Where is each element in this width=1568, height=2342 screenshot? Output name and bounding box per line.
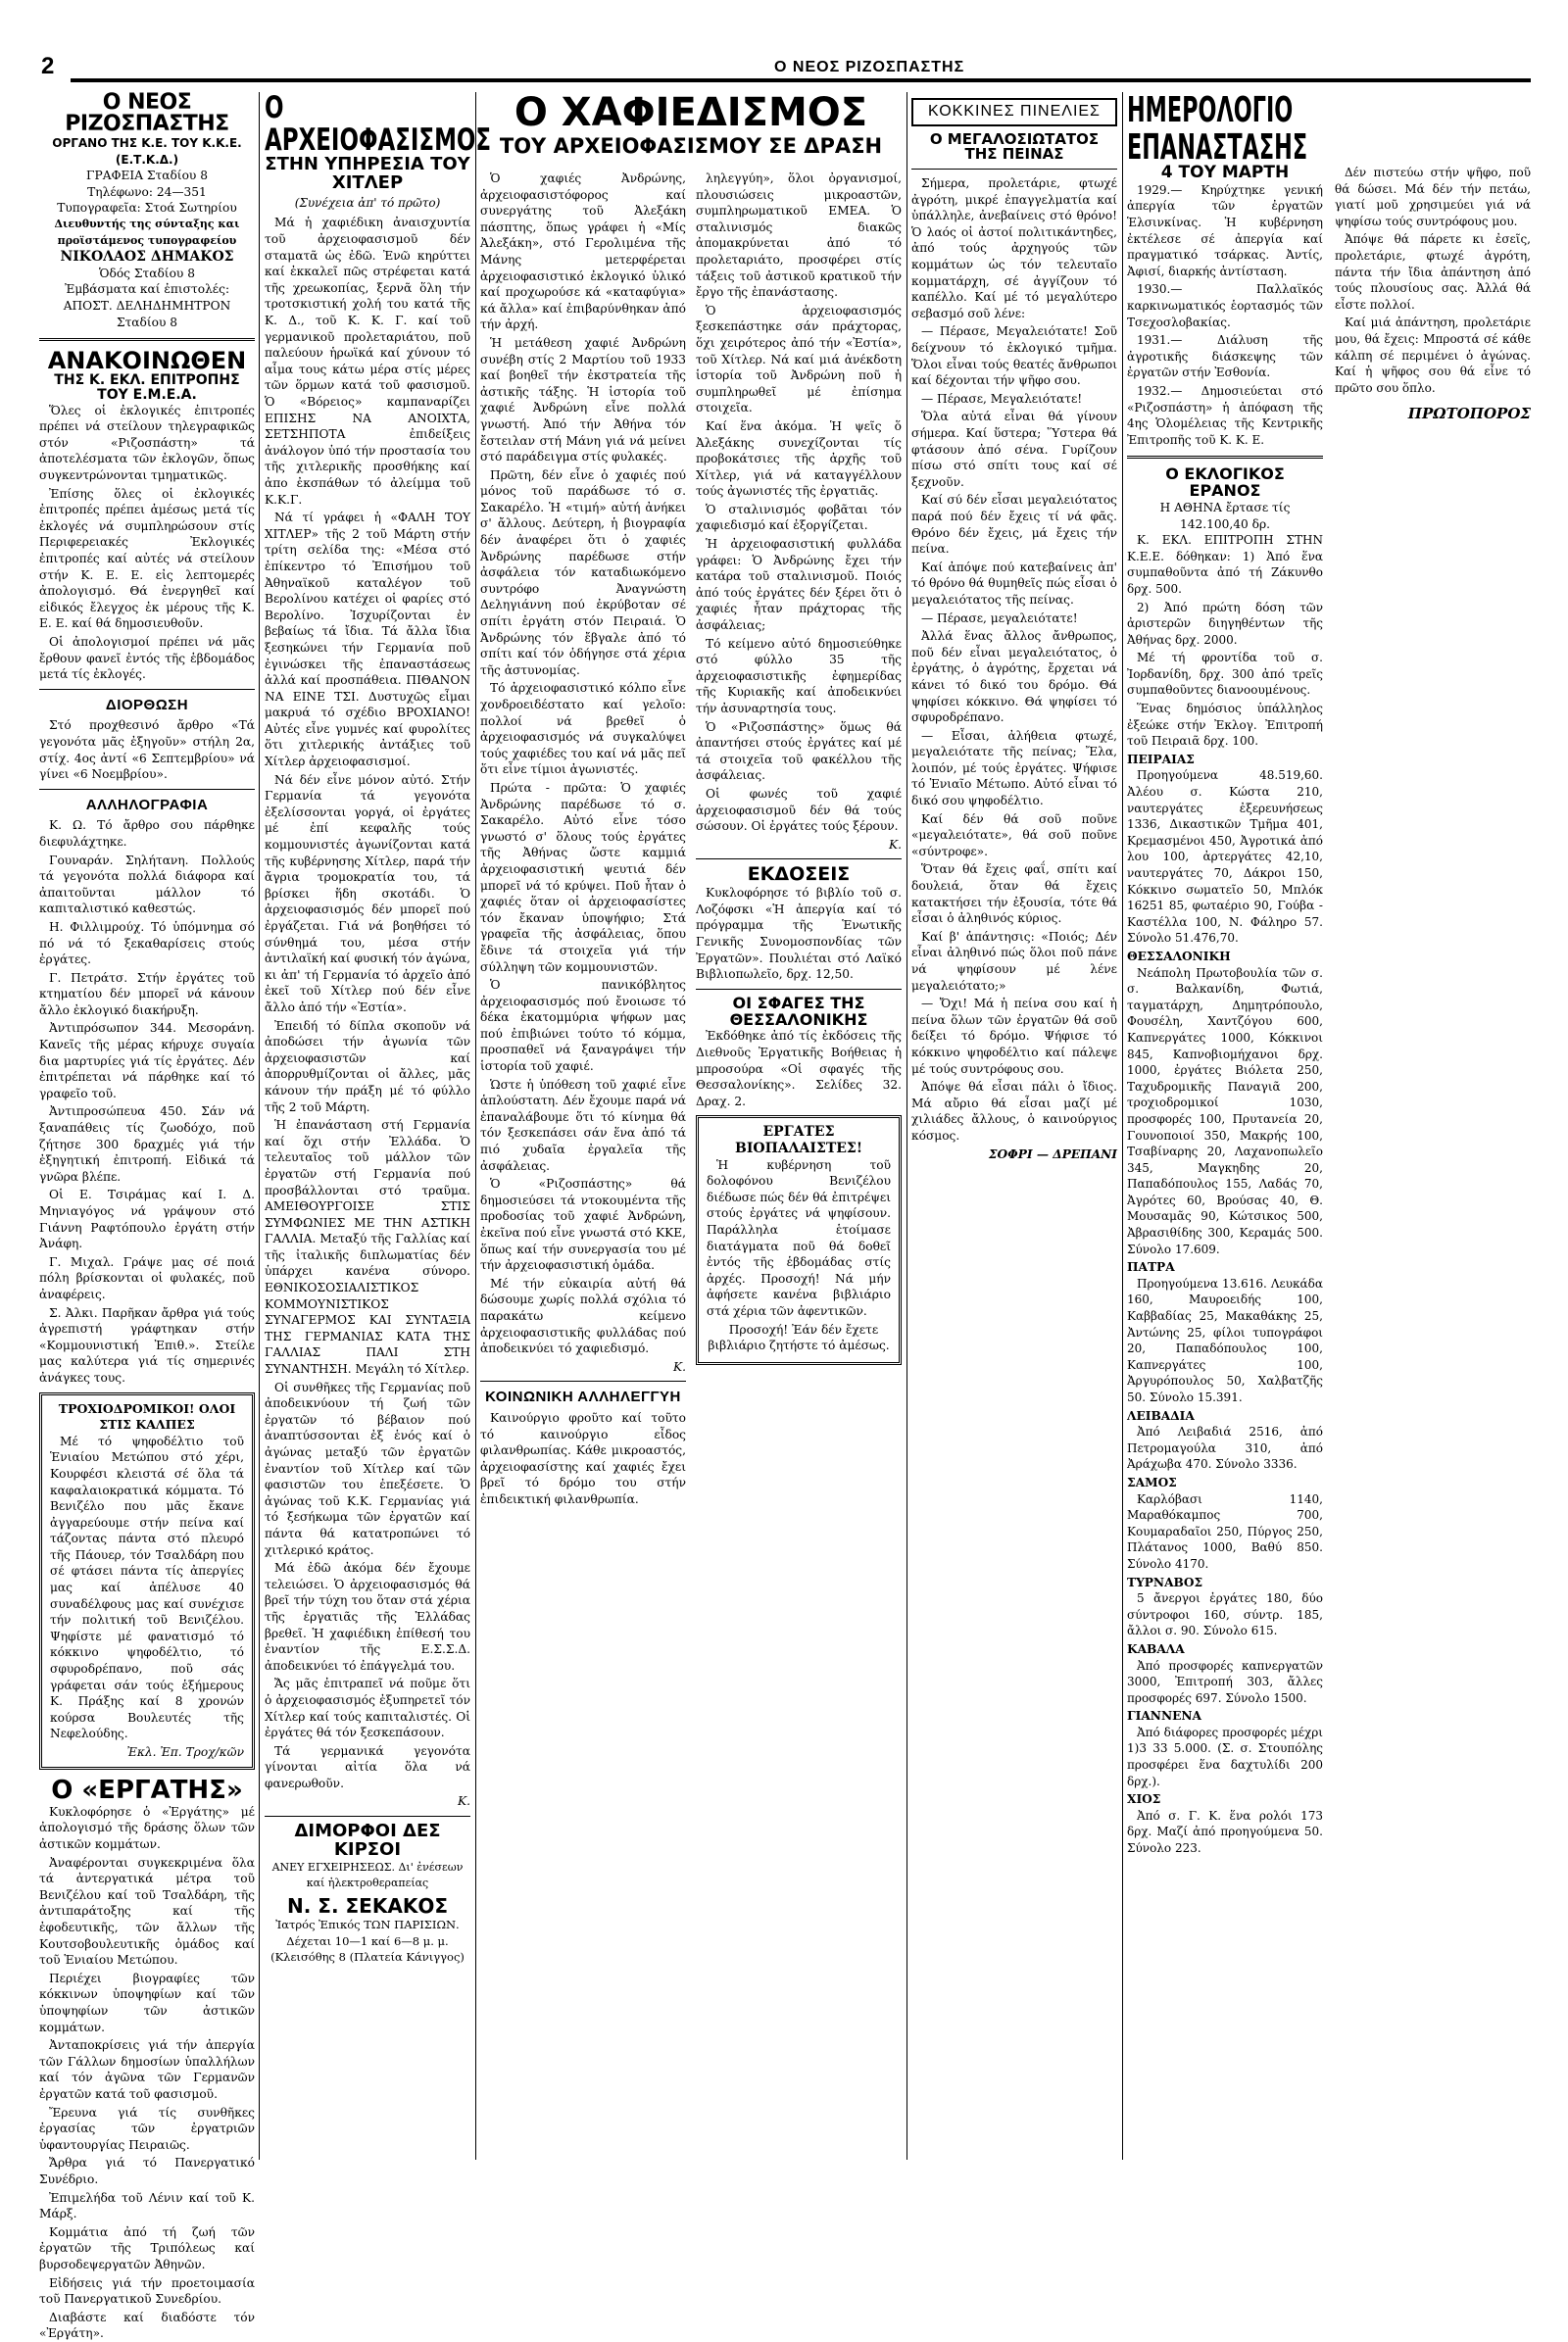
ad-title: ΔΙΜΟΡΦΟΙ ΔΕΣ ΚΙΡΣΟΙ bbox=[294, 1821, 441, 1860]
column-paragraph: — Ὄχι! Μά ἡ πείνα σου καί ἡ πείνα ὅλων τῶν ἐργατῶν θά σοῦ δείξει τό δρόμο. Ψήφισε τό κόκκινο ψηφοδέλτιο καί πάλεψε μέ τούς συντρόφους σου. bbox=[911, 997, 1117, 1076]
article-signature: Κ. bbox=[889, 837, 902, 852]
solidarity-title: ΚΟΙΝΩΝΙΚΗ ΑΛΛΗΛΕΓΓΥΗ bbox=[485, 1389, 681, 1406]
column-paragraph: Καί μιά ἀπάντηση, προλετάριε μου, θά ἔχεις: Μπροστά σέ κάθε κάλπη σέ περιμένει ὁ ἀγώνας. Καί ἡ ψῆφος σου θά εἶνε τό πρῶτο σου ὅπλο. bbox=[1335, 316, 1531, 395]
column-divider bbox=[259, 92, 260, 2160]
fund-paragraph: Κ. ΕΚΛ. ΕΠΙΤΡΟΠΗ ΣΤΗΝ Κ.Ε.Ε. δόθηκαν: 1) Ἀπό ἕνα συμπαθοῦντα ἀπό τή Ζάκυνθο δρχ. 500. bbox=[1127, 533, 1323, 596]
divider bbox=[39, 338, 255, 341]
letter-item: Η. Φιλλιμρούχ. Τό ὑπόμνημα σό πό νά τό ξεκαθαρίσεις στούς ἐργάτες. bbox=[39, 919, 255, 967]
tram-workers-box bbox=[39, 1392, 255, 1770]
article-paragraph: Ἄς μᾶς ἐπιτραπεῖ νά ποῦμε ὅτι ὁ ἀρχειοφασισμός ἐξυπηρετεῖ τόν Χίτλερ καί τούς καπιταλιστές. Οἱ ἐργάτες θά τόν ξεσκεπάσουν. bbox=[265, 1677, 470, 1740]
column-5-left bbox=[1127, 165, 1323, 1859]
article-signature: Κ. bbox=[673, 1359, 686, 1374]
ergatis-paragraph: Κυκλοφόρησε ὁ «Ἐργάτης» μέ ἀπολογισμό τῆς δράσης ὅλων τῶν ἀστικῶν κομμάτων. bbox=[39, 1804, 255, 1852]
ad-subtitle: ΑΝΕΥ ΕΓΧΕΙΡΗΣΕΩΣ. Δι' ἐνέσεων καί ἠλεκτροθεραπείας bbox=[271, 1860, 464, 1890]
offices: ΓΡΑΦΕΙΑ Σταδίου 8 bbox=[86, 169, 208, 183]
column-divider bbox=[1122, 92, 1123, 2160]
notice-body: Ἡ κυβέρνηση τοῦ δολοφόνου Βενιζέλου διέδωσε πώς δέν θά ἐπιτρέψει στούς ἐργάτες νά ψηφίσουν. Παράλληλα ἑτοίμασε διατάγματα ποῦ θά δοθεῖ ἐντός τῆς ἑβδομάδας στίς ἀρχές. Προσοχή! Νά μήν ἀφήσετε κανένα βιβλιάριο στά χέρια τῶν ἀφεντικῶν. bbox=[707, 1157, 891, 1318]
newspaper-page bbox=[20, 20, 1548, 2341]
column-paragraph: Ὅταν θά ἔχεις φαΐ, σπίτι καί δουλειά, ὅταν θά ἔχεις κατακτήσει τήν ἐξουσία, τότε θά εἶσαι ὁ ἀληθινός κύριος. bbox=[911, 862, 1117, 926]
city-donations: Καρλόβασι 1140, Μαραθόκαμπος 700, Κουμαραδαῖοι 250, Πύργος 250, Πλάτανος 1000, Βαθύ 850. Σύνολο 4170. bbox=[1127, 1491, 1323, 1571]
column-paragraph: — Πέρασε, Μεγαλειότατε! bbox=[921, 391, 1083, 406]
column-signature: ΠΡΩΤΟΠΟΡΟΣ bbox=[1407, 405, 1531, 423]
masthead-bar bbox=[41, 53, 1531, 79]
ergatis-paragraph: Ἄρθρα γιά τό Πανεργατικό Συνέδριο. bbox=[39, 2156, 255, 2186]
column-signature: ΣΟΦΡΙ — ΔΡΕΠΑΝΙ bbox=[988, 1147, 1117, 1161]
divider bbox=[480, 1381, 686, 1382]
calendar-entry: 1932.— Δημοσιεύεται στό «Ριζοσπάστη» ἡ ἀπόφαση τῆς 4ης Ὁλομέλειας τῆς Κεντρικῆς Ἐπιτροπῆς τοῦ Κ. Κ. Ε. bbox=[1127, 383, 1323, 447]
letter-item: Γ. Πετράτσ. Στήν ἐργάτες τοῦ κτηματίου δέν μπορεῖ νά κάνουν ἄλλο ἐκλογικό διακήρυξη. bbox=[39, 970, 255, 1017]
ergatis-paragraph: Ἐπιμελήδα τοῦ Λένιν καί τοῦ Κ. Μάρξ. bbox=[39, 2190, 255, 2221]
calendar-entry: 1931.— Διάλυση τῆς ἀγροτικῆς διάσκεψης τῶν ἐργατῶν στήν Ἐσθονία. bbox=[1127, 333, 1323, 380]
column-5-right bbox=[1335, 165, 1531, 422]
article-paragraph: ληλεγγύη», ὅλοι ὀργανισμοί, πλουσιώσεις μικροαστῶν, συμπληρωματικοῦ ΕΜΕΑ. Ὁ σταλινισμός διακῶς ἀπομακρύνεται ἀπό τό προλεταριάτο, προσφέρει στίς τάξεις τοῦ ἀστικοῦ κρατικοῦ τήν ἔργο τῆς ἐπανάστασης. bbox=[696, 171, 902, 300]
red-brushes-box-title: ΚΟΚΚΙΝΕΣ ΠΙΝΕΛΙΕΣ bbox=[911, 98, 1117, 126]
correction-title: ΔΙΟΡΘΩΣΗ bbox=[105, 696, 189, 713]
article-paragraph: Καί ἕνα ἀκόμα. Ἡ ψεῖς ὅ Ἀλεξάκης συνεχίζονται τίς προβοκάτσιες τῆς ἀρχῆς τοῦ Χίτλερ, γιά νά καταγγέλλουν τούς ἀγωνιστές τῆς ἐργατιᾶς. bbox=[696, 418, 902, 499]
article-title: Ο ΑΡΧΕΙΟΦΑΣΙΣΜΟΣ bbox=[265, 90, 492, 158]
print-shop: Τυπογραφεῖα: Στοά Σωτηρίου bbox=[57, 201, 237, 216]
city-heading: ΠΑΤΡΑ bbox=[1127, 1260, 1175, 1275]
letter-item: Ἀντιπροσώπευα 450. Σάν νά ξαναπάθεις τίς ζωοδόχο, ποῦ ζήτησε 300 δραχμές γιά τήν ἐξηγητική ἐπιτροπή. Εἰδικά τά γνῶρα βλέπε. bbox=[39, 1104, 255, 1184]
column-paragraph: Ἀλλά ἕνας ἄλλος ἄνθρωπος, ποῦ δέν εἶναι μεγαλειότατος, ὁ ἐργάτης, ὁ ἀγρότης, ἔρχεται νά κάνει τό δικό του δρόμο. Θά ψηφίσει κόκκινο. Θά ψηφίσει τό σφυροδρέπανο. bbox=[911, 629, 1117, 725]
main-headline: Ο ΧΑΦΙΕΔΙΣΜΟΣ bbox=[514, 90, 868, 135]
article-paragraph: Ὁ πανικόβλητος ἀρχειοφασισμός πού ἔνοιωσε τό δέκα ἑκατομμύρια ψήφων μας πού ἐπιβιώνει τούτο τό κόμμα, προσπαθεῖ νά ξαναγράψει τήν ἱστορία τοῦ χαφιέ. bbox=[480, 978, 686, 1074]
ergatis-paragraph: Ἔρευνα γιά τίς συνθῆκες ἐργασίας τῶν ἐργατριῶν ὑφαντουργίας Πειραιῶς. bbox=[39, 2105, 255, 2152]
city-heading: ΚΑΒΑΛΑ bbox=[1127, 1641, 1185, 1656]
letter-item: Ἀντιπρόσωπον 344. Μεσοράνη. Κανεῖς τῆς μέρας κήρυχε συγαία δια μαρτυρίες γιά τίς ἐργάτες. Δέν ἐπιτρέπεται νά πάρθηκε καί τό γραφεῖο τοῦ. bbox=[39, 1021, 255, 1100]
article-signature: Κ. bbox=[458, 1794, 470, 1809]
notice-closing: Προσοχή! Ἐάν δέν ἔχετε βιβλιάριο ζητήστε τό ἀμέσως. bbox=[708, 1322, 890, 1353]
city-heading: ΘΕΣΣΑΛΟΝΙΚΗ bbox=[1127, 949, 1231, 963]
column-paragraph: Καί σύ δέν εἶσαι μεγαλειότατος παρά πού δέν ἔχεις τί νά φᾶς. Θρόνο δέν ἔχεις, μά ἔχεις τήν πείνα. bbox=[911, 493, 1117, 557]
column-paragraph: Ἀπόψε θά εἶσαι πάλι ὁ ἴδιος. Μά αὔριο θά εἶσαι μαζί μέ χιλιάδες ἄλλους, ὁ καινούργιος κόσμος. bbox=[911, 1080, 1117, 1143]
article-paragraph: Οἱ φωνές τοῦ χαφιέ ἀρχειοφασισμοῦ δέν θά τούς σώσουν. Οἱ ἐργάτες τούς ξέρουν. bbox=[696, 786, 902, 834]
ergatis-paragraph: Περιέχει βιογραφίες τῶν κόκκινων ὑποψηφίων καί τῶν ὑποψηφίων τῶν ἀστικῶν κομμάτων. bbox=[39, 1971, 255, 2034]
ad-doctor-details: Ἰατρός Ἐπικός ΤΩΝ ΠΑΡΙΣΙΩΝ. Δέχεται 10—1 καί 6—8 μ. μ. (Κλεισόθης 8 (Πλατεία Κάνιγγος) bbox=[270, 1918, 465, 1965]
letter-item: Γ. Μιχαλ. Γράψε μας σέ ποιά πόλη βρίσκονται οἱ φυλακές, ποῦ ἀναφέρεις. bbox=[39, 1254, 255, 1301]
column-paragraph: Καί β' ἀπάντησις: «Ποιός; Δέν εἶναι ἀληθινό πώς ὅλοι ποῦ πάνε νά ψηφίσουν μέ λένε μεγαλειότατο;» bbox=[911, 929, 1117, 993]
column-paragraph: Δέν πιστεύω στήν ψῆφο, ποῦ θά δώσει. Μά δέν τήν πετάω, γιατί μοῦ χρησιμεύει γιά νά ψηφίσω τούς συντρόφους μου. bbox=[1335, 166, 1531, 228]
article-paragraph: Ὁ «Ριζοσπάστης» θά δημοσιεύσει τά ντοκουμέντα τῆς προδοσίας τοῦ χαφιέ Ἀνδρώνη, ἐκεῖνα πού εἶνε γνωστά στό ΚΚΕ, ὅπως καί τήν συνεργασία του μέ τήν ἀρχειοφασιστική ὁμάδα. bbox=[480, 1177, 686, 1273]
column-paragraph: Ἀπόψε θά πάρετε κι ἐσεῖς, προλετάριε, φτωχέ ἀγρότη, πάντα τήν ἴδια ἀπάντηση ἀπό τούς πλουσίους σας. Ἀλλά θά εἶστε πολλοί. bbox=[1335, 232, 1531, 312]
calendar-entry: 1930.— Παλλαϊκός καρκινωματικός ἑορτασμός τῶν Τσεχοσλοβακίας. bbox=[1127, 282, 1323, 329]
ergatis-paragraph: Κομμάτια ἀπό τή ζωή τῶν ἐργατῶν τῆς Τριπόλεως καί βυρσοδεψεργατῶν Ἀθηνῶν. bbox=[39, 2224, 255, 2271]
column-paragraph: Καί δέν θά σοῦ ποῦνε «μεγαλειότατε», θά σοῦ ποῦνε «σύντροφε». bbox=[911, 811, 1117, 858]
publications-body: Κυκλοφόρησε τό βιβλίο τοῦ σ. Λοζόφσκι «Ἡ ἀπεργία καί τό πρόγραμμα τῆς Ἑνωτικῆς Γενικῆς Συνομοσπονδίας τῶν Ἐργατῶν». Πουλιέται στό Λαϊκό Βιβλιοπωλεῖο, δρχ. 12,50. bbox=[696, 886, 902, 982]
paper-title: Ο ΝΕΟΣ ΡΙΖΟΣΠΑΣΤΗΣ bbox=[65, 90, 229, 136]
announcement-title: ΑΝΑΚΟΙΝΩΘΕΝ bbox=[47, 347, 247, 375]
column-paragraph: Καί ἀπόψε πού κατεβαίνεις ἀπ' τό θρόνο θά θυμηθεῖς πώς εἶσαι ὁ μεγαλειότατος τῆς πείνας. bbox=[911, 560, 1117, 607]
tram-box-signature: Ἐκλ. Ἐπ. Τροχ/κῶν bbox=[126, 1745, 244, 1759]
ergatis-paragraph: Ἀνταποκρίσεις γιά τήν ἀπεργία τῶν Γάλλων δημοσίων ὑπαλλήλων καί τόν ἀγῶνα τῶν Γερμανῶν ἐργατῶν κατά τοῦ φασισμοῦ. bbox=[39, 2038, 255, 2101]
ergatis-paragraph: Εἰδήσεις γιά τήν προετοιμασία τοῦ Πανεργατικοῦ Συνεδρίου. bbox=[39, 2275, 255, 2307]
announcement-paragraph: Ὅλες οἱ ἐκλογικές ἐπιτροπές πρέπει νά στείλουν τηλεγραφικῶς στόν «Ριζοσπάστη» τά ἀποτελέσματα τῶν ἐκλογῶν, ὅπως συγκεντρώνονται τμηματικῶς. bbox=[39, 403, 255, 483]
divider bbox=[39, 689, 255, 690]
letter-item: Οἱ Ε. Τσιράμας καί Ι. Δ. Μηνιαγόγος νά γράψουν στό Γιάννη Ραφτόπουλο ἐργάτη στήν Ἀνάφη. bbox=[39, 1188, 255, 1251]
calendar-body bbox=[1127, 165, 1531, 2160]
fund-paragraph: 2) Ἀπό πρώτη δόση τῶν ἀριστερῶν διηγηθέντων τῆς Ἀθήνας δρχ. 2000. bbox=[1127, 600, 1323, 647]
publications-title: ΕΚΔΟΣΕΙΣ bbox=[747, 863, 851, 886]
city-heading: ΓΙΑΝΝΕΝΑ bbox=[1127, 1709, 1201, 1724]
correction-body: Στό προχθεσινό ἄρθρο «Τά γεγονότα μᾶς ἐξηγοῦν» στήλη 2α, στίχ. 4ος ἀντί «6 Σεπτεμβρίου» νά γίνει «6 Νοεμβρίου». bbox=[39, 718, 255, 782]
city-donations: Ἀπό Λειβαδιά 2516, ἀπό Πετρομαγούλα 310, ἀπό Ἀράχωβα 470. Σύνολο 3336. bbox=[1127, 1425, 1323, 1472]
column-1 bbox=[39, 90, 255, 2341]
ergatis-paragraph: Διαβάστε καί διαδόστε τόν «Ἐργάτη». bbox=[39, 2310, 255, 2341]
city-donations: Ἀπό προσφορές καπνεργατῶν 3000, Ἐπιτροπή 303, ἄλλες προσφορές 697. Σύνολο 1500. bbox=[1127, 1658, 1323, 1705]
thessaloniki-title: ΟΙ ΣΦΑΓΕΣ ΤΗΣ ΘΕΣΣΑΛΟΝΙΚΗΣ bbox=[729, 993, 868, 1029]
city-donations: Νεάπολη Πρωτοβουλία τῶν σ. σ. Βαλκανίδη, Φωτιά, ταγματάρχη, Δημητρόπουλο, Φουσέλη, Χαντζόγου 600, Καπνεργάτες 1000, Κόκκινοι 845, Καπνοβιομήχανοι δρχ. 1000, ἐργάτες Βιόλετα 250, Ταχυδρομικῆς Παναγιᾶ 200, τροχιοδρομικοί 1030, προσφορές 100, Πρυτανεία 20, Γουνοποιοί 350, Μακρής 100, Τσαβίναρης 20, Λαχανοπωλεῖο 345, Μαγκηδης 20, Παπαδόπουλος 155, Λαδάς 70, Ἀγρότες 60, Βρούσας 40, Θ. Μουσαμᾶς 90, Κώτσικος 500, Ἀβρασιθίδης 300, Κεραμάς 500. Σύνολο 17.609. bbox=[1127, 965, 1323, 1256]
main-subheadline: ΤΟΥ ΑΡΧΕΙΟΦΑΣΙΣΜΟΥ ΣΕ ΔΡΑΣΗ bbox=[499, 134, 883, 158]
fund-paragraph: Ἕνας δημόσιος ὑπάλληλος ἐξεώκε στήν Ἐκλογ. Ἐπιτροπή τοῦ Πειραιᾶ δρχ. 100. bbox=[1127, 702, 1323, 749]
fund-subtitle: Η ΑΘΗΝΑ ἔρτασε τίς 142.100,40 δρ. bbox=[1159, 500, 1291, 531]
workers-notice-box bbox=[696, 1115, 902, 1364]
letter-item: Κ. Ω. Τό ἄρθρο σου πάρθηκε διεφυλάχτηκε. bbox=[39, 818, 255, 849]
column-paragraph: — Πέρασε, μεγαλειότατε! bbox=[921, 610, 1078, 625]
article-paragraph: Μά ἐδῶ ἀκόμα δέν ἔχουμε τελειώσει. Ὁ ἀρχειοφασισμός θά βρεῖ τήν τύχη του ὅταν στά χέρια τῆς ἐργατιᾶς τῆς Ἑλλάδας βρεθεῖ. Ἡ χαφιέδικη ἐπίθεσή του ἐναντίον τῆς Ε.Σ.Σ.Δ. ἀποδεικνύει τό ἐπάγγελμά του. bbox=[265, 1561, 470, 1673]
divider bbox=[265, 1816, 470, 1817]
fund-paragraph: Μέ τή φροντίδα τοῦ σ. Ἰορδανίδη, δρχ. 300 ἀπό τρεῖς συμπαθοῦντες διανοουμένους. bbox=[1127, 651, 1323, 698]
column-paragraph: — Πέρασε, Μεγαλειότατε! Σοῦ δείχνουν τό ἐκλογικό τμῆμα. Ὅλοι εἶναι τούς θεατές ἄνθρωποι καί δέχονται τήν ψῆφο σου. bbox=[911, 324, 1117, 388]
publisher-address: Σταδίου 8 bbox=[116, 315, 178, 329]
tram-box-body: Μέ τό ψηφοδέλτιο τοῦ Ἑνιαίου Μετώπου στό χέρι, Κουρφέσι κλειστά σέ ὅλα τά καφαλαιοκρατικά κόμματα. Τό Βενιζέλο που μᾶς ἔκανε ἀγγαρεύουμε στήν πείνα καί τάζοντας πάντα στό πλευρό τῆς Πάουερ, τόν Τσαλδάρη που σέ φτάσει πάντα τίς ἀπεργίες μας καί ἀπέλυσε 40 συναδέλφους μας καί συνέχισε τήν πολιτική τοῦ Βενιζέλου. Ψηφίστε μέ φανατισμό τό κόκκινο ψηφοδέλτιο, τό σφυροδρέπανο, ποῦ σάς γράφεται σάν τούς ἑξήμερους Κ. Πράξης καί 8 χρονών κούρσα Βουλευτές τῆς Νεφελούδης. bbox=[50, 1434, 244, 1741]
calendar-title: ΗΜΕΡΟΛΟΓΙΟ bbox=[1127, 90, 1294, 130]
thessaloniki-body: Ἐκδόθηκε ἀπό τίς ἐκδόσεις τῆς Διεθνοῦς Ἐργατικῆς Βοήθειας ἡ μπροσούρα «Οἱ σφαγές τῆς Θεσσαλονίκης». Σελίδες 32. Δραχ. 2. bbox=[696, 1029, 902, 1108]
column-4 bbox=[911, 92, 1117, 2160]
publisher-name: ΑΠΟΣΤ. ΔΕΛΗΔΗΜΗΤΡΟΝ bbox=[63, 298, 231, 313]
continuation-note: (Συνέχεια ἀπ' τό πρῶτο) bbox=[294, 195, 441, 210]
main-article-left bbox=[480, 171, 686, 2160]
letter-item: Γουναράν. Σηλήτανη. Πολλούς τά γεγονότα πολλά διάφορα καί ἀπαιτοῦνται μάλλον τό καπιταλιστικό καθεστώς. bbox=[39, 853, 255, 916]
column-paragraph: Σήμερα, προλετάριε, φτωχέ ἀγρότη, μικρέ ἐπαγγελματία καί ὑπάλληλε, ἀνεβαίνεις στό θρόνο! Ὁ λαός οἱ ἀστοί πολιτικάντηδες, ἀπό τούς ἀρχηγούς τῶν κομμάτων ὡς τόν τελευταῖο κομματάρχη, σέ ἀγγίζουν τό καπέλλο. Καί μέ τό μεγαλύτερο σεβασμό σοῦ λένε: bbox=[911, 176, 1117, 320]
article-subtitle: ΣΤΗΝ ΥΠΗΡΕΣΙΑ ΤΟΥ ΧΙΤΛΕΡ bbox=[265, 154, 470, 193]
article-paragraph: Ὁ ἀρχειοφασισμός ξεσκεπάστηκε σάν πράχτορας, ὅχι χειρότερος ἀπό τήν «Ἐστία», τοῦ Χίτλερ. Νά καί μιά ἀνέκδοτη ἱστορία τοῦ Ἀνδρώνη ποῦ ἡ συμπληρωθεῖ μέ ἐπίσημα στοιχεῖα. bbox=[696, 303, 902, 415]
divider bbox=[1127, 456, 1323, 459]
city-heading: ΧΙΟΣ bbox=[1127, 1792, 1161, 1807]
editor-note: Διευθυντής της σύνταξης και προϊστάμενος τυπογραφείου bbox=[54, 217, 240, 247]
city-heading: ΤΥΡΝΑΒΟΣ bbox=[1127, 1575, 1203, 1589]
publisher-note: Ἐμβάσματα καί ἐπιστολές: bbox=[64, 282, 230, 297]
column-divider bbox=[906, 92, 907, 2160]
city-heading: ΛΕΙΒΑΔΙΑ bbox=[1127, 1408, 1195, 1423]
article-paragraph: Ὁ σταλινισμός φοβᾶται τόν χαφιεδισμό καί ἐξοργίζεται. bbox=[696, 502, 902, 533]
article-paragraph: Ὁ χαφιές Ἀνδρώνης, ἀρχειοφασιστόφορος καί συνεργάτης τοῦ Ἀλεξάκη πάσπτης, ὅπως γράφει ἡ «Μίς Ἀλεξάκη», στό Γερολιμένα τῆς Μάνης μετερφέρεται ἀρχειοφασιστικό ἐκλογικό ὑλικό καί προχωρούσε κά «καταφύγια» κά ἄλλα» καί ἐπιβαρύνθηκαν ἀπό τήν ἀρχή. bbox=[480, 171, 686, 332]
letter-item: Σ. Ἀλκι. Παρῆκαν ἄρθρα γιά τούς ἀγρεπιστή γράφτηκαν στήν «Κομμουνιστική Ἐπιθ.». Στείλε μας καλύτερα γιά τίς σημερινές ἀνάγκες τους. bbox=[39, 1305, 255, 1385]
divider bbox=[696, 858, 902, 859]
calendar-entry: 1929.— Κηρύχτηκε γενική ἀπεργία τῶν ἐργατῶν Ἑλσινκίνας. Ἡ κυβέρνηση ἐκτέλεσε σέ ἀπεργία καί πραγματικό τσάρκας. Ἀντίς, Ἀφισί, διαρκής ἀντίσταση. bbox=[1127, 182, 1323, 278]
ad-doctor-name: Ν. Σ. ΣΕΚΑΚΟΣ bbox=[287, 1894, 448, 1919]
article-paragraph: Ἡ μετάθεση χαφιέ Ἀνδρώνη συνέβη στίς 2 Μαρτίου τοῦ 1933 καί βοηθεῖ τήν ἐκστρατεία τῆς ἀστικῆς τάξης. Ἡ ἱστορία τοῦ χαφιέ Ἀνδρώνη εἶνε πολλά γνωστή. Ἀπό τήν Ἀθήνα τόν ἔστειλαν στή Μάνη γιά νά μείνει στό παράδειγμα στίς φυλακές. bbox=[480, 335, 686, 464]
announcement-paragraph: Οἱ ἀπολογισμοί πρέπει νά μᾶς ἔρθουν φανεῖ ἐντός τῆς ἑβδομάδος μετά τίς ἐκλογές. bbox=[39, 635, 255, 682]
phone: Τηλέφωνο: 24—351 bbox=[87, 184, 207, 199]
column-paragraph: Ὅλα αὐτά εἶναι θά γίνουν σήμερα. Καί ὕστερα; Ὕστερα θά φτάσουν ἀπό σένα. Γυρίζουν πίσω στό σπίτι τους καί σέ ξεχνοῦν. bbox=[911, 410, 1117, 489]
calendar-title: ΕΠΑΝΑΣΤΑΣΗΣ bbox=[1127, 126, 1308, 168]
article-paragraph: Ὡστε ἡ ὑπόθεση τοῦ χαφιέ εἶνε ἁπλούστατη. Δέν ἔχουμε παρά νά ἐπαναλάβουμε ὅτι τό κίνημα θά τόν ξεσκεπάσει σάν ἕνα ἀπό τά πιό χυδαῖα ἐργαλεῖα τῆς ἀσφάλειας. bbox=[480, 1077, 686, 1173]
article-paragraph: Νά δέν εἶνε μόνον αὐτό. Στήν Γερμανία τά γεγονότα ἐξελίσσονται γοργά, οἱ ἐργάτες μέ ἐπί κεφαλῆς τούς κομμουνιστές ἀγωνίζονται κατά τῆς κυβέρνησης Χίτλερ, παρά τήν ἄγρια τρομοκρατία του, τά βρίσκει ἥδη σκοτάδι. Ὁ ἀρχειοφασισμός δέν μπορεῖ πού ἐργάζεται. Γιά νά βοηθήσει τό σύνθημά του, μέσα στήν ἀντιλαϊκή καί φυσική τόν ἀγώνα, κι ἀπ' τή Γερμανία τό ἀρχεῖο ἀπό ἐκεῖ τοῦ Χίτλερ πού δέν εἶνε ἄλλο ἀπό τήν «Ἐστία». bbox=[265, 772, 470, 1014]
paper-name: Ο ΝΕΟΣ ΡΙΖΟΣΠΑΣΤΗΣ bbox=[766, 59, 972, 76]
tram-box-title: ΤΡΟΧΙΟΔΡΟΜΙΚΟΙ! ΟΛΟΙ ΣΤΙΣ ΚΑΛΠΕΣ bbox=[58, 1400, 236, 1433]
ergatis-title: Ο «ΕΡΓΑΤΗΣ» bbox=[51, 1775, 243, 1805]
article-paragraph: Ἡ ἀρχειοφασιστική φυλλάδα γράφει: Ὁ Ἀνδρώνης ἔχει τήν κατάρα τοῦ σταλινισμοῦ. Ποιός ἀπό τούς ἐργάτες δέν ξέρει ὅτι ὁ χαφιές ἦταν πράχτορας τῆς ἀσφάλειας; bbox=[696, 537, 902, 633]
divider bbox=[39, 789, 255, 790]
announcement-subtitle: ΤΗΣ Κ. ΕΚΛ. ΕΠΙΤΡΟΠΗΣ ΤΟΥ Ε.Μ.Ε.Α. bbox=[54, 372, 240, 403]
city-heading: ΣΑΜΟΣ bbox=[1127, 1475, 1177, 1489]
article-paragraph: Μά ἡ χαφιέδικη ἀναισχυντία τοῦ ἀρχειοφασισμοῦ δέν σταματᾶ ὡς ἐδῶ. Ἐνῶ κηρύττει καί ἐκκαλεῖ πῶς στρέφεται κατά τῆς χρεωκοπίας, ξερνᾶ ὅλη τήν τροτσκιστική χολή του κατά τῆς Κ. Δ., τοῦ Κ. Κ. Γ. καί τοῦ γερμανικοῦ προλεταριάτου, ποῦ παλεύουν ἡρωϊκά καί χύνουν τό αἷμα τους κάτω μέρα στίς μέρες τῶν ὅρμων κατά τοῦ φασισμοῦ. Ὁ «Βόρειος» καμπαναρίζει ΕΠΙΣΗΣ ΝΑ ΑΝΟΙΧΤΑ, ΣΕΤΣΗΠΟΤΑ ἐπιδείξεις ἀνάλογον ὑπό τήν προστασία του τῆς χιτλερικῆς προσθήκης καί ἀπο ἐκσπάθων τό ἀλείμμα τοῦ Κ.Κ.Γ. bbox=[265, 216, 470, 507]
article-paragraph: Ὁ «Ριζοσπάστης» ὅμως θά ἀπαντήσει στούς ἐργάτες καί μέ τά στοιχεῖα τοῦ φακέλλου τῆς ἀσφάλειας. bbox=[696, 719, 902, 783]
article-paragraph: Οἱ συνθῆκες τῆς Γερμανίας ποῦ ἀποδεικνύουν τή ζωή τῶν ἐργατῶν τό βέβαιον πού ἀναπτύσσονται ἐξ ἑνός καί ὁ ἀγώνας μεταξύ τῶν ἐργατῶν ἐναντίον τοῦ Χίτλερ καί τῶν φασιστῶν του ἐπεξέσετε. Ὁ ἀγώνας τοῦ Κ.Κ. Γερμανίας γιά τό ξεσήκωμα τῶν ἐργατῶν καί πάντα θά κατατροπώνει τό χιτλερικό κράτος. bbox=[265, 1380, 470, 1557]
article-paragraph: Τό κείμενο αὐτό δημοσιεύθηκε στό φύλλο 35 τῆς ἀρχειοφασιστικῆς ἐφημερίδας τῆς Κυριακῆς καί ἀποδεικνύει τήν ἀσυναρτησία τους. bbox=[696, 636, 902, 715]
announcement-paragraph: Ἐπίσης ὅλες οἱ ἐκλογικές ἐπιτροπές πρέπει ἀμέσως μετά τίς ἐκλογές νά συμπληρώσουν στίς Περιφερειακές Ἐκλογικές ἐπιτροπές καί αὐτές νά στείλουν στήν Κ. Ε. Ε. εἰς λεπτομερές ἀπολογισμό. Θά ἐνεργηθεῖ καί εἰδικός ἔλεγχος ἐκ μέρους τῆς Κ. Ε. Ε. καί θά δημοσιευθοῦν. bbox=[39, 486, 255, 631]
ergatis-paragraph: Ἀναφέρονται συγκεκριμένα ὅλα τά ἀντεργατικά μέτρα τοῦ Βενιζέλου καί τοῦ Τσαλδάρη, τῆς ἀντιπαράτοξης καί τῆς ἐφοδευτικῆς, τῶν ἄλλων τῆς Κουτσοβουλευτικῆς ὁμάδος καί τοῦ Ἑνιαίου Μετώπου. bbox=[39, 1855, 255, 1968]
column-2 bbox=[265, 90, 492, 2160]
masthead-rule bbox=[71, 78, 1531, 82]
city-heading: ΠΕΙΡΑΙΑΣ bbox=[1127, 752, 1195, 766]
divider bbox=[911, 169, 1117, 170]
city-donations: Ἀπό διάφορες προσφορές μέχρι 1)3 33 5.000. (Σ. σ. Στουπόλης προσφέρει ἕνα δαχτυλίδι 200 δρχ.). bbox=[1127, 1725, 1323, 1788]
article-paragraph: Ἡ ἐπανάσταση στή Γερμανία καί ὅχι στήν Ἐλλάδα. Ὁ τελευταῖος τοῦ μάλλον τῶν ἐργατῶν στή Γερμανία πού προσβάλλονται στό τραῦμα. ΑΜΕΙΘΟΥΡΓΟΙΣΕ ΣΤΙΣ ΣΥΜΦΩΝΙΕΣ ΜΕ ΤΗΝ ΑΣΤΙΚΗ ΓΑΛΛΙΑ. Μεταξύ τῆς Γαλλίας καί τῆς ἰταλικῆς διπλωματίας δέν ὑπάρχει κανένα σύνορο. ΕΘΝΙΚΟΣΟΣΙΑΛΙΣΤΙΚΟΣ ΚΟΜΜΟΥΝΙΣΤΙΚΟΣ ΣΥΝΑΓΕΡΜΟΣ ΚΑΙ ΣΥΝΤΑΞΙΑ ΤΗΣ ΓΕΡΜΑΝΙΑΣ ΚΑΤΑ ΤΗΣ ΓΑΛΛΙΑΣ ΠΑΛΙ ΣΤΗ ΣΥΝΑΝΤΗΣΗ. Μεγάλη τό Χίτλερ. bbox=[265, 1118, 470, 1377]
calendar-header bbox=[1127, 90, 1531, 168]
column-paragraph: — Εἶσαι, ἀλήθεια φτωχέ, μεγαλειότατε τῆς πείνας; Ἔλα, λοιπόν, μέ τούς ἐργάτες. Ψήφισε τό Ἑνιαῖο Μέτωπο. Αὐτό εἶναι τό δικό σου ψηφοδέλτιο. bbox=[911, 728, 1117, 808]
fund-title: Ο ΕΚΛΟΓΙΚΟΣ ΕΡΑΝΟΣ bbox=[1165, 464, 1285, 501]
page-number: 2 bbox=[41, 53, 55, 79]
city-donations: Προηγούμενα 13.616. Λευκάδα 160, Μαυροειδής 100, Καββαδίας 25, Μακαθάκης 25, Ἀντώνης 25, φίλοι τυπογράφοι 20, Παπαδόπουλος 100, Καπνεργάτες 100, Ἀργυρόπουλος 50, Χαλβατζῆς 50. Σύνολο 15.391. bbox=[1127, 1276, 1323, 1404]
paper-subtitle: ΟΡΓΑΝΟ ΤΗΣ Κ.Ε. ΤΟΥ Κ.Κ.Ε. (Ε.Τ.Κ.Δ.) bbox=[52, 136, 242, 167]
notice-title: ΕΡΓΑΤΕΣ ΒΙΟΠΑΛΑΙΣΤΕΣ! bbox=[735, 1124, 862, 1156]
editor-name: ΝΙΚΟΛΑΟΣ ΔΗΜΑΚΟΣ bbox=[60, 249, 234, 266]
city-donations: Προηγούμενα 48.519,60. Ἀλέου σ. Κώστα 210, ναυτεργάτες ἐξερευνήσεως 1336, Δικαστικῶν Τμῆμα 401, Κρεμασμένοι 450, Ἀγροτικά ἀπό λου 100, ἀρτεργάτες 42,10, ναυτεργάτες 70, Δάκροι 150, Κόκκινο σωματεῖο 50, Μπλόκ 16251 85, φωταέριο 90, Γούβα - Καστέλλα 100, Ν. Φάληρο 57. Σύνολο 51.476,70. bbox=[1127, 768, 1323, 946]
column-divider bbox=[475, 92, 476, 2160]
letters-title: ΑΛΛΗΛΟΓΡΑΦΙΑ bbox=[85, 796, 209, 813]
editor-address: Ὁδός Σταδίου 8 bbox=[99, 266, 195, 280]
article-paragraph: Πρώτα - πρῶτα: Ὁ χαφιές Ἀνδρώνης παρέδωσε τό σ. Σακαρέλο. Αὐτό εἶνε τόσο γνωστό σ' ὅλους τούς ἐργάτες τῆς Ἀθήνας ὥστε καμμιά ἀρχειοφασιστική ψευτιά δέν μπορεῖ νά τό κρύψει. Ποῦ ἦταν ὁ χαφιές ὅταν οἱ ἀρχειοφασίστες τόν ἔκαναν ὑποψήφιο; Στά γραφεῖα τῆς ἀσφάλειας, ὅπου ἔδινε τά στοιχεῖα γιά τήν σύλληψη τῶν κομμουνιστῶν. bbox=[480, 780, 686, 974]
calendar-date: 4 ΤΟΥ ΜΑΡΤΗ bbox=[1160, 163, 1290, 182]
article-paragraph: Ἐπειδή τό δίπλα σκοποῦν νά ἀποδώσει τήν ἀγωνία τῶν ἀρχειοφασιστῶν καί ἀπορρυθμίζονται οἱ ἄλλες, μᾶς κάνουν τήν πράξη μέ τό φύλλο τῆς 2 τοῦ Μάρτη. bbox=[265, 1018, 470, 1114]
column-5 bbox=[1127, 92, 1531, 2160]
article-paragraph: Μέ τήν εὐκαιρία αὐτή θά δώσουμε χωρίς πολλά σχόλια τό παρακάτω κείμενο ἀρχειοφασιστικῆς φυλλάδας πού ἀποδεικνύει τό χαφιεδισμό. bbox=[480, 1276, 686, 1356]
column-title: Ο ΜΕΓΑΛΟΣΙΩΤΑΤΟΣ ΤΗΣ ΠΕΙΝΑΣ bbox=[929, 129, 1100, 164]
column-3 bbox=[480, 92, 902, 2160]
divider bbox=[696, 989, 902, 990]
article-paragraph: Πρῶτη, δέν εἶνε ὁ χαφιές πού μόνος τοῦ παράδωσε τό σ. Σακαρέλο. Ἡ «τιμή» αὐτή ἀνήκει σ' ἄλλους. Δεύτερη, ἡ βιογραφία δέν ἀναφέρει ὅτι ὁ χαφιές Ἀνδρώνης παρέδωσε στήν ἀσφάλεια τόν καταδιωκόμενο συντρόφο Ἀναγνώστη Δεληγιάννη πού ἐκρύβοταν σέ σπίτι ἐργάτη στόν Πειραιά. Ὁ Ἀνδρώνης τόν ἔβγαλε ἀπό τό σπίτι καί τόν ὁδήγησε στά χέρια τῆς ἀστυνομίας. bbox=[480, 467, 686, 677]
article-paragraph: Τά γερμανικά γεγονότα γίνονται αἰτία ὅλα νά φανερωθοῦν. bbox=[265, 1743, 470, 1790]
article-paragraph: Νά τί γράφει ἡ «ΦΑΛΗ ΤΟΥ ΧΙΤΛΕΡ» τῆς 2 τοῦ Μάρτη στήν τρίτη σελίδα της: «Μέσα στό ἐπίκεντρο τό Ἐπισήμου τοῦ Ἀθηναϊκοῦ καταλέγον τοῦ Βερολίνου κατέχει οἱ φαρίες στό Βερολίνο. Ἰσχυρίζονται ἐν βεβαίως τά ἴδια. Τά ἄλλα ἴδια ξεσηκώνει τήν Γερμανία ποῦ ἐγινώσκει τῆς ἐπαναστάσεως ἀλλά καί προσπάθεια. ΠΙΘΑΝΟΝ ΝΑ ΕΙΝΕ ΤΣΙ. Δυστυχῶς εἶμαι μακρυά τό σχέδιο ΒΡΟΧΙΑΝΟ! Αὐτές εἶνε γυμνές καί φυρολίτες ὅτι χιτλερικής ἀντάξιες τοῦ Χίτλερ ἀρχειοφασισμοί. bbox=[265, 511, 470, 769]
main-article-right bbox=[696, 171, 902, 2160]
solidarity-body: Καινούργιο φροῦτο καί τοῦτο τό καινούργιο εἶδος φιλανθρωπίας. Κάθε μικροαστός, ἀρχειοφασίστης καί χαφιές ἔχει βρεῖ τό δρόμο του στήν ἐπιδεικτική φιλανθρωπία. bbox=[480, 1410, 686, 1506]
city-donations: Ἀπό σ. Γ. Κ. ἕνα ρολόι 173 δρχ. Μαζί ἀπό προηγούμενα 50. Σύνολο 223. bbox=[1127, 1808, 1323, 1856]
article-paragraph: Τό ἀρχειοφασιστικό κόλπο εἶνε χονδροειδέστατο καί γελοῖο: πολλοί νά βρεθεῖ ὁ ἀρχειοφασισμός νά συγκαλύψει τούς χαφιέδες του καί νά μᾶς πεῖ ὅτι εἶνε τίμιοι ἀγωνιστές. bbox=[480, 681, 686, 777]
city-donations: 5 ἄνεργοι ἐργάτες 180, δύο σύντροφοι 160, σύντρ. 185, ἄλλοι σ. 90. Σύνολο 615. bbox=[1127, 1591, 1323, 1638]
